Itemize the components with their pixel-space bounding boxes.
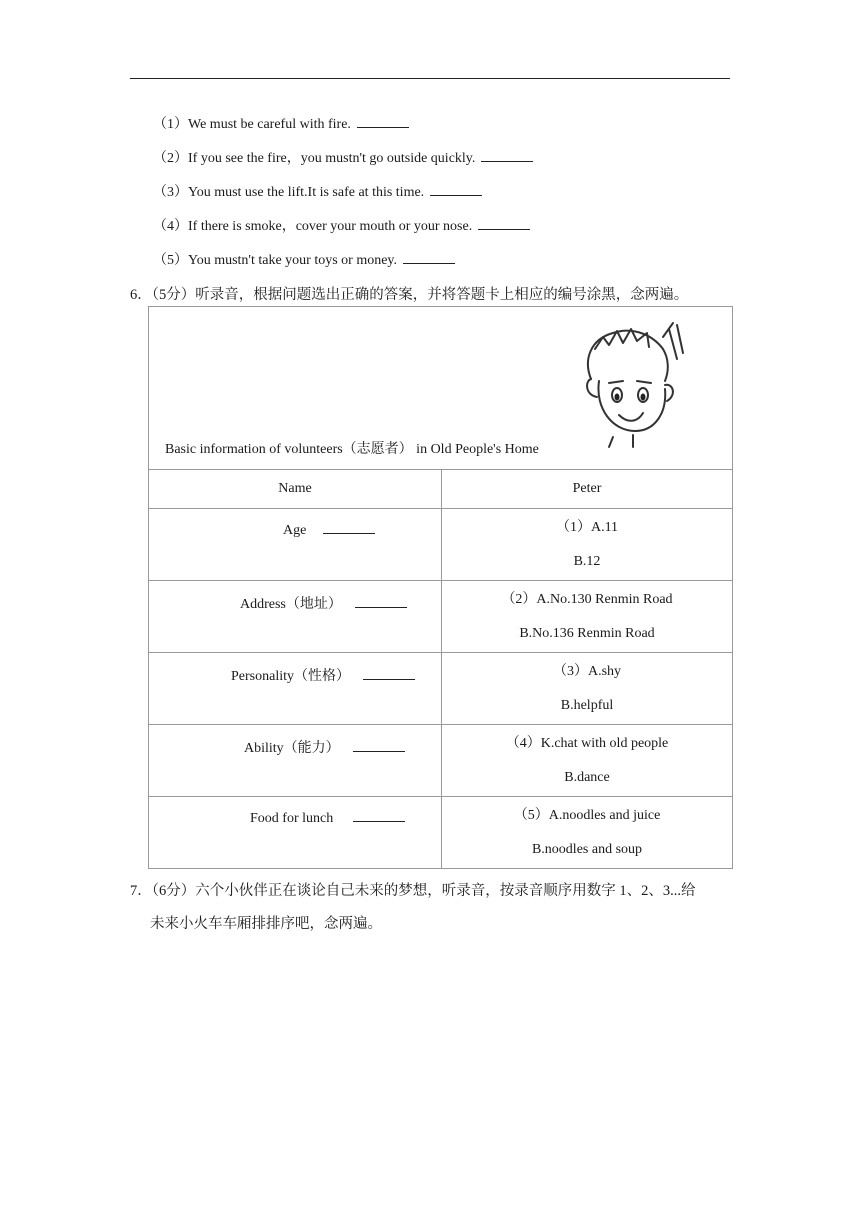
row-ability-label: Ability（能力）: [149, 725, 442, 797]
option-b: B.12: [573, 554, 601, 569]
row-address-label: Address（地址）: [149, 581, 442, 653]
answer-blank[interactable]: [353, 809, 405, 822]
option-a: （3）A.shy: [552, 664, 622, 679]
statement-3: （3）You must use the lift.It is safe at this time.: [153, 181, 482, 201]
table-caption: Basic information of volunteers（志愿者） in Old People's Home: [165, 442, 539, 457]
statement-5: （5）You mustn't take your toys or money.: [153, 249, 455, 269]
answer-blank[interactable]: [353, 739, 405, 752]
name-value-cell: Peter: [442, 470, 733, 509]
answer-blank[interactable]: [357, 115, 409, 128]
statement-4: （4）If there is smoke，cover your mouth or your nose.: [153, 215, 530, 235]
answer-blank[interactable]: [403, 251, 455, 264]
answer-blank[interactable]: [481, 149, 533, 162]
row-personality-label: Personality（性格）: [149, 653, 442, 725]
option-b: B.No.136 Renmin Road: [519, 626, 655, 641]
row-age-options: [442, 509, 733, 581]
volunteer-info-table: [148, 306, 733, 869]
row-personality-options: [442, 653, 733, 725]
option-a: （1）A.11: [555, 520, 619, 535]
answer-blank[interactable]: [355, 595, 407, 608]
row-food-label: Food for lunch: [149, 797, 442, 869]
statement-2: （2）If you see the fire，you mustn't go outside quickly.: [153, 147, 533, 167]
answer-blank[interactable]: [430, 183, 482, 196]
table-header-cell: [149, 307, 733, 470]
option-a: （5）A.noodles and juice: [513, 808, 661, 823]
answer-blank[interactable]: [323, 521, 375, 534]
option-a: （4）K.chat with old people: [505, 736, 669, 751]
row-address-options: [442, 581, 733, 653]
question-7-line-1: 7．（6分）六个小伙伴正在谈论自己未来的梦想，听录音，按录音顺序用数字 1、2、3...给: [130, 883, 696, 899]
option-b: B.noodles and soup: [531, 842, 643, 857]
answer-blank[interactable]: [363, 667, 415, 680]
answer-blank[interactable]: [478, 217, 530, 230]
option-b: B.helpful: [560, 698, 614, 713]
boy-illustration: [573, 319, 685, 449]
question-6-title: 6．（5分）听录音，根据问题选出正确的答案，并将答题卡上相应的编号涂黑，念两遍。: [130, 287, 689, 303]
top-rule: [130, 78, 730, 79]
row-age-label: Age: [149, 509, 442, 581]
option-b: B.dance: [564, 770, 610, 785]
name-label-cell: Name: [149, 470, 442, 509]
question-7-line-2: 未来小火车车厢排排序吧，念两遍。: [150, 916, 382, 932]
row-food-options: [442, 797, 733, 869]
row-ability-options: [442, 725, 733, 797]
statement-1: （1）We must be careful with fire.: [153, 113, 409, 133]
option-a: （2）A.No.130 Renmin Road: [501, 592, 673, 607]
